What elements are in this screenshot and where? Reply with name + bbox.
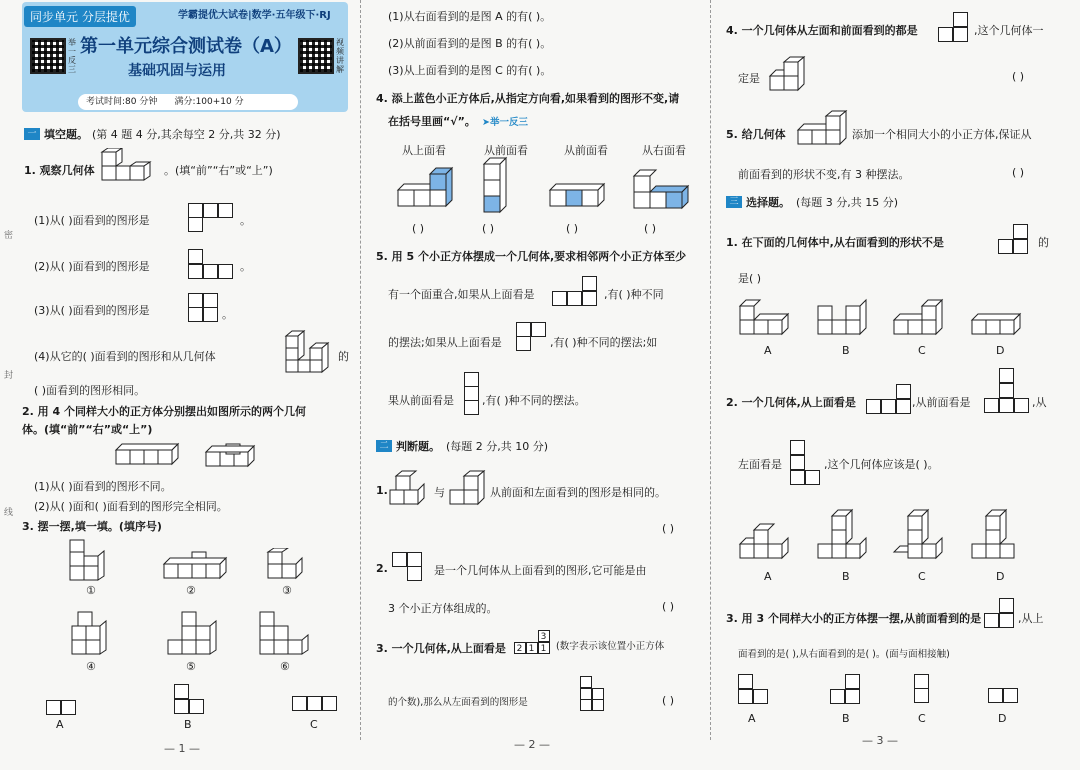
c3-option-b[interactable] [830,674,860,703]
q1-b: (2)从( )面看到的图形是 [34,260,150,273]
q3-choice-a-view [46,700,76,714]
page-number-3: — 3 — [862,734,898,747]
page-3 [712,0,1080,770]
q3-figure-5 [166,610,226,656]
c1-label-d: D [996,344,1005,357]
q3-figure-3 [266,548,306,582]
q3-cont-3: (3)从上面看到的是图 C 的有( )。 [388,64,552,77]
section-3-note: (每题 3 分,共 15 分) [796,196,899,209]
c3-front-view [984,598,1014,627]
q4-figure-2 [480,156,518,218]
j2-text-2: 3 个小正方体组成的。 [388,602,498,615]
qr-right-label: 视频讲解 [336,38,344,74]
j4-stem-3: 定是 [738,72,760,85]
q1-d2: ( )面看到的图形相同。 [34,384,146,397]
q1-stem: 1. 观察几何体 [24,164,95,177]
q4-answer-4[interactable]: ( ) [644,222,657,235]
j5-figure [796,110,852,148]
c1-label-b: B [842,344,850,357]
page-number-2: — 2 — [514,738,550,751]
q3-label-4: ④ [86,660,96,673]
q5-top-view-1 [552,276,597,305]
c1-stem-3: 是( ) [738,272,762,285]
section-1-tag: 一 [24,128,40,140]
j4-stem-2: ,这个几何体一 [974,24,1044,37]
score-info: 满分:100+10 分 [174,97,244,107]
q1-c: (3)从( )面看到的图形是 [34,304,150,317]
j2-num: 2. [376,562,388,575]
j3-text-2: 的个数),那么从左面看到的图形是 [388,697,528,708]
j1-num: 1. [376,484,388,497]
q5-top-view-2 [516,322,546,351]
j2-top-view [392,552,422,581]
exam-subtitle: 基础巩固与运用 [128,63,226,79]
c2-option-b[interactable] [816,508,880,564]
q4-figure-3 [548,178,614,216]
j3-top-view [514,630,550,653]
q3-stem: 3. 摆一摆,填一填。(填序号) [22,520,162,533]
seal-mark-2: 封 [4,371,14,381]
section-3-tag: 三 [726,196,742,208]
q3-label-6: ⑥ [280,660,290,673]
q4-answer-2[interactable]: ( ) [482,222,495,235]
c2-label-b: B [842,570,850,583]
c2-option-a[interactable] [738,520,802,564]
j1-figure-1 [388,470,432,510]
q3-label-5: ⑤ [186,660,196,673]
j3-num-4: 3 [538,630,550,642]
q3-label-2: ② [186,584,196,597]
j4-stem: 4. 一个几何体从左面和前面看到的都是 [726,24,918,37]
j3-answer[interactable]: ( ) [662,694,675,707]
c2-stem: 2. 一个几何体,从上面看是 [726,396,856,409]
c1-label-a: A [764,344,772,357]
q2-a: (1)从( )面看到的图形不同。 [34,480,172,493]
c3-stem-2: ,从上 [1018,612,1044,625]
c2-top-view [866,384,911,413]
section-2-tag: 二 [376,440,392,452]
q5-line-3a: 的摆法;如果从上面看是 [388,336,502,349]
j3-note: (数字表示该位置小正方体 [556,641,665,652]
q3-cont-1: (1)从右面看到的是图 A 的有( )。 [388,10,552,23]
column-divider-2 [710,0,711,740]
seal-mark-3: 线 [4,508,14,518]
seal-mark-1: 密 [4,231,14,241]
qr-code-right[interactable] [298,38,334,74]
section-3-title: 选择题。 [746,196,790,209]
time-info: 考试时间:80 分钟 [86,97,158,107]
q3-label-3: ③ [282,584,292,597]
q4-figure-4 [632,168,698,216]
j2-text: 是一个几何体从上面看到的图形,它可能是由 [434,564,647,577]
q2-figure-1 [114,440,180,470]
c3-option-a[interactable] [738,674,768,703]
q3-figure-4 [68,608,116,658]
j1-figure-2 [448,470,492,510]
q4-answer-3[interactable]: ( ) [566,222,579,235]
qr-left-label: 举一反三 [68,38,76,74]
c3-stem-3: 面看到的是( ),从右面看到的是( )。(面与面相接触) [738,649,950,660]
q5-line-1: 5. 用 5 个小正方体摆成一个几何体,要求相邻两个小正方体至少 [376,250,687,263]
section-2-note: (每题 2 分,共 10 分) [446,440,549,453]
q3-choice-c: C [310,718,318,731]
j3-stem: 3. 一个几何体,从上面看是 [376,642,506,655]
j3-num-1: 2 [514,642,526,654]
q1-a-view [188,203,233,232]
c2-stem-3: ,从 [1032,396,1047,409]
j4-figure [768,56,818,94]
q4-dir-2: 从前面看 [484,144,528,157]
c2-option-d[interactable] [970,508,1034,564]
q1-hint: 。(填“前”“右”或“上”) [164,164,273,177]
exam-title: 第一单元综合测试卷（A） [80,36,292,57]
j4-answer[interactable]: ( ) [1012,70,1025,83]
series-badge: 同步单元 分层提优 [24,6,136,27]
q4-link[interactable]: ➤举一反三 [482,117,528,128]
c1-stem-2: 的 [1038,236,1049,249]
q4-dir-1: 从上面看 [402,144,446,157]
j5-stem-2: 添加一个相同大小的小正方体,保证从 [852,128,1032,141]
q2-figure-2 [204,440,268,472]
j1-and: 与 [434,486,445,499]
q1-d-end: 的 [338,350,349,363]
q2-stem2: 体。(填“前”“右”或“上”) [22,423,153,436]
c3-option-d[interactable] [988,688,1018,702]
j1-answer[interactable]: ( ) [662,522,675,535]
c1-option-c[interactable] [892,296,956,340]
q3-choice-b: B [184,718,192,731]
c2-stem-5: ,这个几何体应该是( )。 [824,458,939,471]
section-1-note: (第 4 题 4 分,其余每空 2 分,共 32 分) [92,128,281,141]
c1-option-b[interactable] [816,296,880,340]
q3-figure-2 [162,548,230,582]
c2-label-d: D [996,570,1005,583]
j3-left-view [580,676,604,710]
q3-choice-b-view [174,684,204,713]
q5-line-2a: 有一个面重合,如果从上面看是 [388,288,535,301]
q1-c-view [188,293,218,321]
q1-b-view [188,249,233,278]
exam-meta [78,94,298,110]
q1-a: (1)从( )面看到的图形是 [34,214,150,227]
q3-label-1: ① [86,584,96,597]
j1-text: 从前面和左面看到的图形是相同的。 [490,486,666,499]
c1-stem: 1. 在下面的几何体中,从右面看到的形状不是 [726,236,944,249]
q2-stem: 2. 用 4 个同样大小的正方体分别摆出如图所示的两个几何 [22,405,306,418]
c3-label-a: A [748,712,756,725]
q4-stem: 4. 添上蓝色小正方体后,从指定方向看,如果看到的图形不变,请 [376,92,680,105]
j5-answer[interactable]: ( ) [1012,166,1025,179]
section-1-title: 填空题。 [44,128,88,141]
page-number-1: — 1 — [164,742,200,755]
c3-stem: 3. 用 3 个同样大小的正方体摆一摆,从前面看到的是 [726,612,982,625]
q4-figure-1 [396,166,462,216]
q4-stem2: 在括号里画“√”。 [388,115,476,128]
c3-label-d: D [998,712,1007,725]
c2-stem-2: ,从前面看是 [912,396,971,409]
q3-figure-6 [258,608,320,656]
j5-stem-3: 前面看到的形状不变,有 3 种摆法。 [738,168,910,181]
c2-front-view [984,368,1029,412]
q5-front-view [464,372,479,414]
j2-answer[interactable]: ( ) [662,600,675,613]
q5-line-3b: ,有( )种不同的摆法;如 [550,336,658,349]
c2-left-view [790,440,820,484]
c1-option-a[interactable] [738,296,802,340]
c2-stem-4: 左面看是 [738,458,782,471]
j5-stem: 5. 给几何体 [726,128,786,141]
qr-code-left[interactable] [30,38,66,74]
q4-answer-1[interactable]: ( ) [412,222,425,235]
c3-option-c[interactable] [914,674,929,702]
series-title: 学霸提优大试卷|数学·五年级下·RJ [178,10,331,21]
c2-option-c[interactable] [892,508,956,564]
c1-option-d[interactable] [970,304,1034,340]
j3-num-3: 1 [538,642,550,654]
j4-view [938,12,968,41]
q3-figure-1 [66,538,116,584]
q1-solid-figure [96,148,162,186]
c3-label-c: C [918,712,926,725]
q4-dir-3: 从前面看 [564,144,608,157]
c3-label-b: B [842,712,850,725]
page-1: 同步单元 分层提优 学霸提优大试卷|数学·五年级下·RJ 举一反三 视频讲解 第一单元综合测试卷（A） 基础巩固与运用 考试时间:80 分钟 满分:100+10 分 密 封 线 一 填空题。 (第 4 题 4 分,其余每空 2 分,共 32 分) 1. 观察几何体 。(填“前”“右”或“上”) (1)从( )面看到的图形是 。 (2)从( )面看到的图形是 。 (3)从( )面看到的图形是 。 (4)从它的( )面看到的图形和从几何体 的 ( )面看到的图形相同。 2. 用 4 个同样大小的正方体分别摆出如图所示的两个几何 体。(填“前”“右”或“上”) (1)从( )面看到的图形不同。 (2)从( )面和( )面看到的图形完全相同。 3. 摆一摆,填一填。(填序号) ① ② ③ ④ ⑤ ⑥ A B C — 1 — [0,0,360,770]
c2-label-c: C [918,570,926,583]
c1-label-c: C [918,344,926,357]
page-2 [362,0,707,770]
section-2-title: 判断题。 [396,440,440,453]
q5-line-2b: ,有( )种不同 [604,288,664,301]
q1-d: (4)从它的( )面看到的图形和从几何体 [34,350,216,363]
column-divider-1 [360,0,361,740]
q5-line-4a: 果从前面看是 [388,394,454,407]
q3-cont-2: (2)从前面看到的是图 B 的有( )。 [388,37,552,50]
q2-b: (2)从( )面和( )面看到的图形完全相同。 [34,500,228,513]
q3-choice-a: A [56,718,64,731]
c2-label-a: A [764,570,772,583]
j3-num-2: 1 [526,642,538,654]
q1-d-figure [282,330,334,378]
q3-choice-c-view [292,696,337,710]
c1-view [998,224,1028,253]
q5-line-4b: ,有( )种不同的摆法。 [482,394,586,407]
q4-dir-4: 从右面看 [642,144,686,157]
